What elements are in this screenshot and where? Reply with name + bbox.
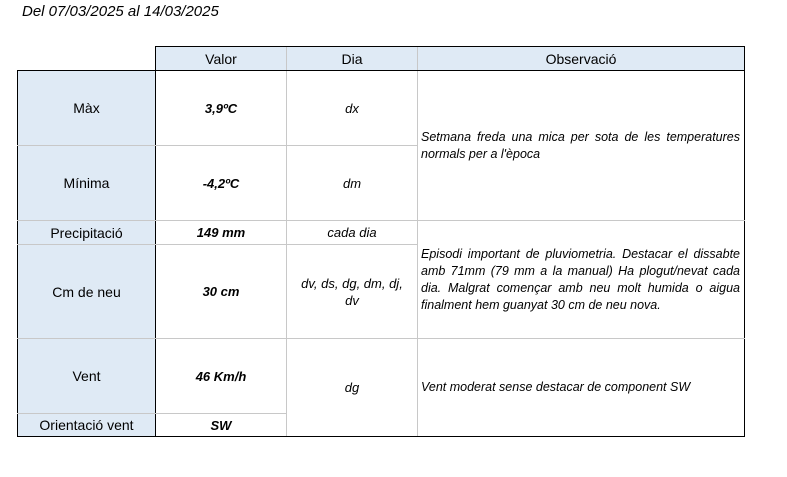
row-precip	[18, 221, 745, 245]
row-max	[18, 71, 745, 146]
value-neu: 30 cm	[156, 245, 287, 339]
label-vent: Vent	[18, 339, 156, 414]
value-orient: SW	[156, 414, 287, 437]
observation-wind: Vent moderat sense destacar de component SW	[418, 339, 745, 437]
label-min: Mínima	[18, 146, 156, 221]
observation-precipitation: Episodi important de pluviometria. Destacar el dissabte amb 71mm (79 mm a la manual) Ha plogut/nevat cada dia. Malgrat començar amb neu molt humida o aigua finalment hem guanyat 30 cm de neu nova.	[418, 221, 745, 339]
day-vent: dg	[287, 339, 418, 437]
header-valor: Valor	[156, 47, 287, 71]
label-neu: Cm de neu	[18, 245, 156, 339]
day-min: dm	[287, 146, 418, 221]
value-min: -4,2ºC	[156, 146, 287, 221]
value-vent: 46 Km/h	[156, 339, 287, 414]
header-observacio: Observació	[418, 47, 745, 71]
label-max: Màx	[18, 71, 156, 146]
weekly-weather-table	[17, 46, 745, 437]
label-precip: Precipitació	[18, 221, 156, 245]
day-neu: dv, ds, dg, dm, dj, dv	[287, 245, 418, 339]
header-blank-cell	[18, 47, 156, 71]
value-max: 3,9ºC	[156, 71, 287, 146]
day-max: dx	[287, 71, 418, 146]
day-precip: cada dia	[287, 221, 418, 245]
header-dia: Dia	[287, 47, 418, 71]
observation-temperature: Setmana freda una mica per sota de les temperatures normals per a l'època	[418, 71, 745, 221]
label-orient: Orientació vent	[18, 414, 156, 437]
row-vent	[18, 339, 745, 414]
value-precip: 149 mm	[156, 221, 287, 245]
date-range-title: Del 07/03/2025 al 14/03/2025	[22, 3, 219, 20]
table-header-row	[18, 47, 745, 71]
